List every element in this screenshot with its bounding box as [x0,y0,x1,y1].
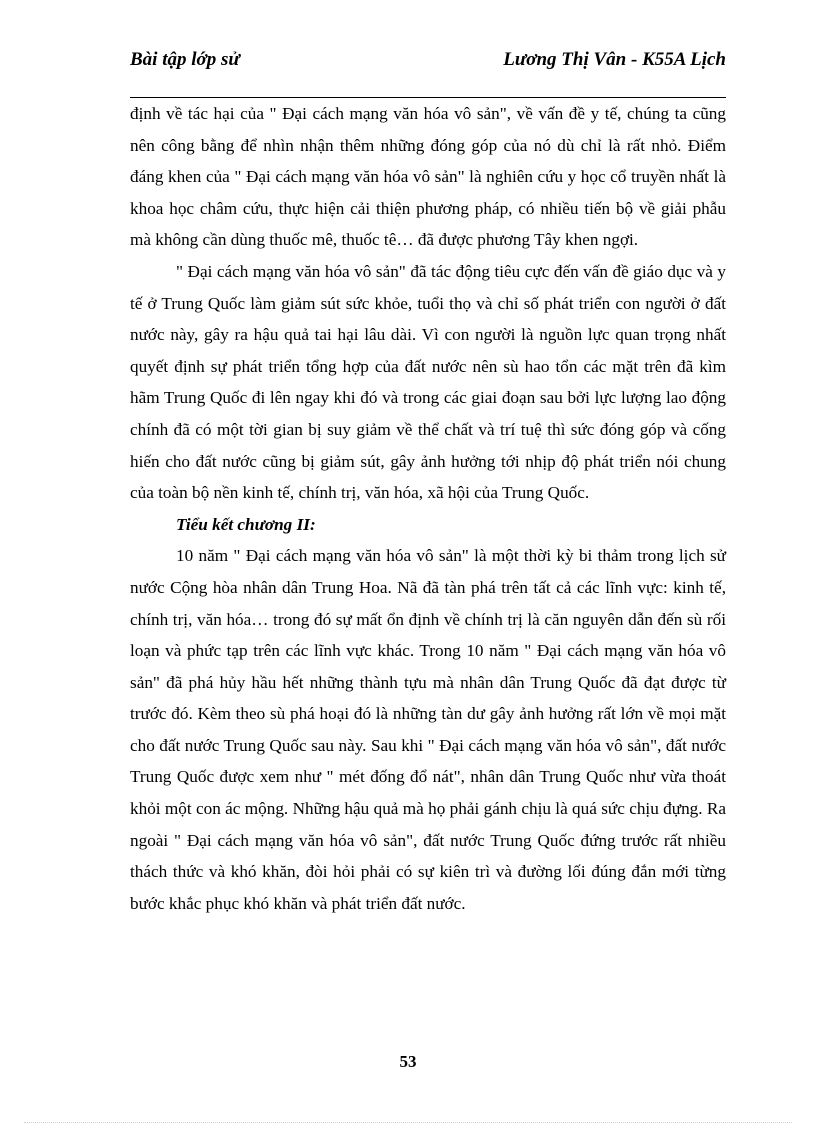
paragraph: 10 năm " Đại cách mạng văn hóa vô sản" là một thời kỳ bi thảm trong lịch sử nước Cộng hòa nhân dân Trung Hoa. Nã đã tàn phá trên tất cả các lĩnh vực: kinh tế, chính trị, văn hóa… trong đó sự mất ổn định về chính trị là căn nguyên dẫn đến sù rối loạn và phức tạp trên các lĩnh vực khác. Trong 10 năm " Đại cách mạng văn hóa vô sản" đã phá hủy hầu hết những thành tựu mà nhân dân Trung Quốc đã đạt được từ trước đó. Kèm theo sù phá hoại đó là những tàn dư gây ảnh hưởng rất lớn về mọi mặt cho đất nước Trung Quốc sau này. Sau khi " Đại cách mạng văn hóa vô sản", đất nước Trung Quốc được xem như " mét đống đổ nát", nhân dân Trung Quốc như vừa thoát khỏi một con ác mộng. Những hậu quả mà họ phải gánh chịu là quá sức chịu đựng. Ra ngoài " Đại cách mạng văn hóa vô sản", đất nước Trung Quốc đứng trước rất nhiều thách thức và khó khăn, đòi hỏi phải có sự kiên trì và đường lối đúng đắn mới từng bước khắc phục khó khăn và phát triển đất nước. [130,546,726,913]
body-text [130,98,726,919]
paragraph: định về tác hại của " Đại cách mạng văn hóa vô sản", về vấn đề y tế, chúng ta cũng nên công bằng để nhìn nhận thêm những đóng góp của nó dù chỉ là rất nhỏ. Điểm đáng khen của " Đại cách mạng văn hóa vô sản" là nghiên cứu y học cổ truyền nhất là khoa học châm cứu, thực hiện cải thiện phương pháp, có nhiều tiến bộ về giải phẫu mà không cần dùng thuốc mê, thuốc tê… đã được phương Tây khen ngợi. [130,104,726,250]
page-number: 53 [399,1052,417,1071]
header-right-text: Lương Thị Vân - K55A Lịch [503,49,726,70]
section-subheading: Tiểu kết chương II: [176,514,316,534]
paragraph: " Đại cách mạng văn hóa vô sản" đã tác động tiêu cực đến vấn đề giáo dục và y tế ở Trung Quốc làm giảm sút sức khỏe, tuổi thọ và chỉ số phát triển con người ở đất nước này, gây ra hậu quả tai hại lâu dài. Vì con người là nguồn lực quan trọng nhất quyết định sự phát triển tổng hợp của đất nước nên sù hao tổn các mặt trên đã kìm hãm Trung Quốc đi lên ngay khi đó và trong các giai đoạn sau bởi lực lượng lao động chính đã có một tời gian bị suy giảm về thể chất và trí tuệ thì sức đóng góp và cống hiến cho đất nước cũng bị giảm sút, gây ảnh hưởng tới nhịp độ phát triển nói chung của toàn bộ nền kinh tế, chính trị, văn hóa, xã hội của Trung Quốc. [130,261,726,503]
header-left-text: Bài tập lớp sử [130,49,240,70]
page-header [130,48,726,98]
